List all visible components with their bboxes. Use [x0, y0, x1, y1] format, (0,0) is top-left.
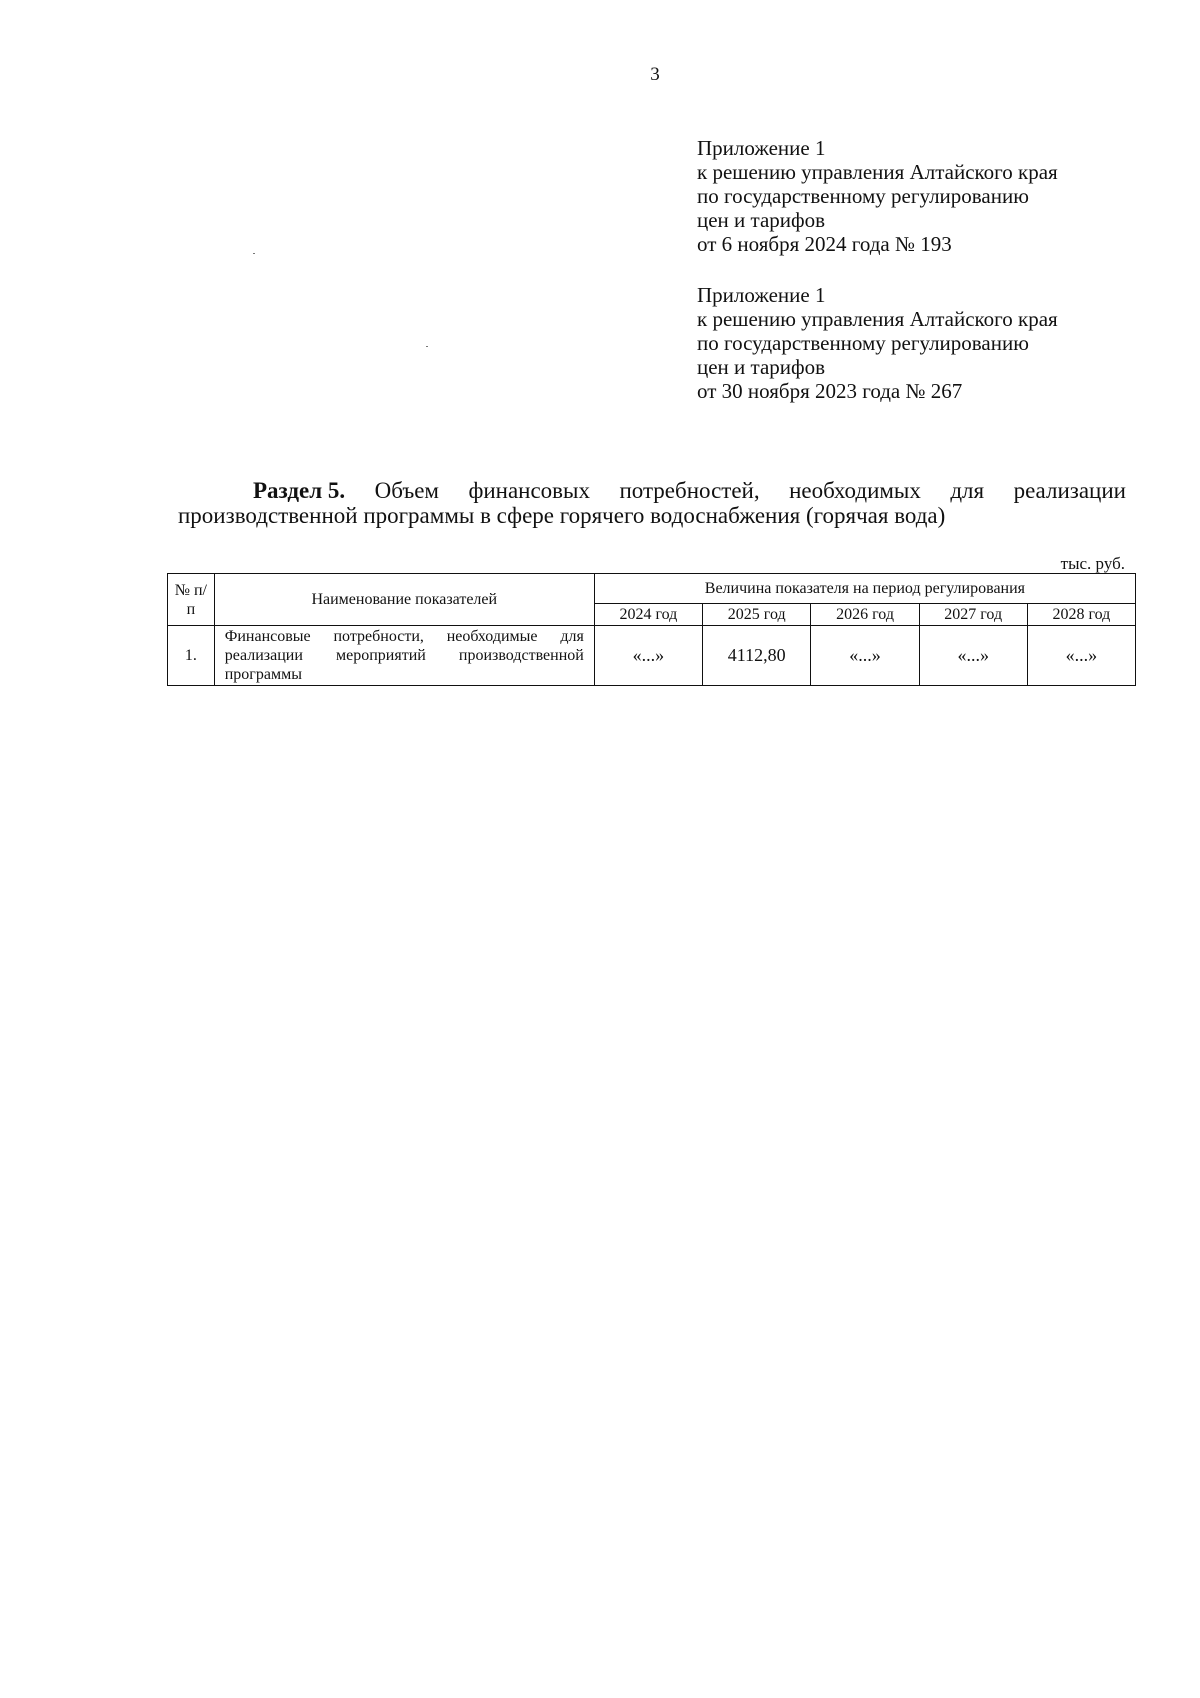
header-year: 2027 год [919, 604, 1027, 626]
row-value: «...» [919, 626, 1027, 686]
section-title-word: Объем [374, 478, 439, 503]
appendix-line: от 6 ноября 2024 года № 193 [697, 232, 952, 256]
row-indicator-name: Финансовые потребности, необходимые для реализации мероприятий производственной программы [214, 626, 594, 686]
appendix-line: от 30 ноября 2023 года № 267 [697, 379, 963, 403]
scan-speck [253, 253, 255, 254]
financial-needs-table [167, 573, 1136, 686]
appendix-line: по государственному регулированию [697, 331, 1029, 355]
units-label: тыс. руб. [1060, 554, 1125, 573]
appendix-line: по государственному регулированию [697, 184, 1029, 208]
row-value: 4112,80 [702, 626, 810, 686]
header-indicator-name: Наименование показателей [214, 574, 594, 626]
appendix-line: Приложение 1 [697, 283, 826, 307]
row-value: «...» [594, 626, 702, 686]
appendix-block-current [697, 136, 1167, 256]
page-number: 3 [650, 64, 660, 85]
section-heading-line-2: производственной программы в сфере горячего водоснабжения (горячая вода) [178, 503, 946, 528]
header-number: № п/п [168, 574, 215, 626]
header-year: 2024 год [594, 604, 702, 626]
appendix-block-previous [697, 283, 1167, 403]
section-heading [178, 478, 1126, 528]
appendix-line: Приложение 1 [697, 136, 826, 160]
row-value: «...» [1027, 626, 1135, 686]
row-number: 1. [168, 626, 215, 686]
appendix-line: цен и тарифов [697, 208, 826, 232]
header-year: 2025 год [702, 604, 810, 626]
section-title-word: финансовых [468, 478, 590, 503]
section-title-word: для [950, 478, 985, 503]
section-title-word: потребностей, [619, 478, 760, 503]
header-year: 2028 год [1027, 604, 1135, 626]
section-title-word: необходимых [789, 478, 921, 503]
appendix-line: к решению управления Алтайского края [697, 307, 1058, 331]
header-year: 2026 год [811, 604, 919, 626]
row-value: «...» [811, 626, 919, 686]
table-header-row [168, 574, 1136, 604]
header-period: Величина показателя на период регулирования [594, 574, 1135, 604]
section-title-word: реализации [1013, 478, 1126, 503]
section-label: Раздел 5. [253, 478, 346, 503]
appendix-line: цен и тарифов [697, 355, 826, 379]
scan-speck [426, 346, 428, 347]
table-row [168, 626, 1136, 686]
section-heading-line-1 [178, 478, 1126, 503]
appendix-line: к решению управления Алтайского края [697, 160, 1058, 184]
